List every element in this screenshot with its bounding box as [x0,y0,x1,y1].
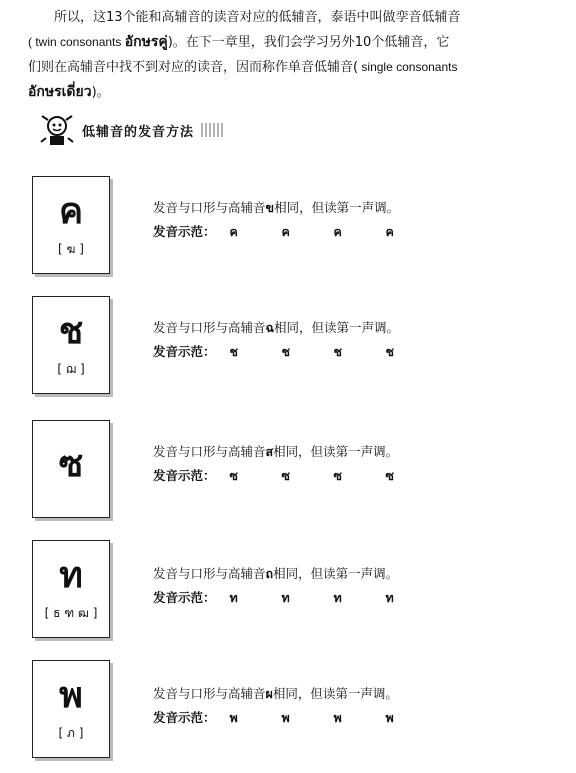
demo-glyph: ซ [333,468,342,483]
demo-glyph: พ [333,710,342,725]
demo-glyph: ค [333,224,342,239]
demo-line [153,466,438,486]
demo-line [153,708,438,728]
description-text: 相同，但读第一声调。 [274,320,400,335]
section-header [36,112,266,148]
description-line [153,564,398,584]
demo-glyph: ค [229,224,238,239]
demo-glyph: พ [385,710,394,725]
high-consonant-ref: ถ [265,566,274,581]
demo-glyph: ช [229,344,238,359]
description-line [153,198,399,218]
demo-label: 发音示范： [153,710,216,725]
demo-glyph: พ [229,710,238,725]
intro-thai-single: อักษรเดี่ยว [28,84,92,100]
intro-line-3 [28,55,556,80]
intro-line-1 [28,6,556,30]
description-text: 发音与口形与高辅音 [153,200,266,215]
high-consonant-ref: ฉ [265,320,275,335]
intro-text: )。 [91,85,110,100]
intro-latin: single consonants [358,60,458,74]
demo-line [153,342,438,362]
decorative-hatch-icon [200,123,224,137]
consonant-card [32,540,110,638]
demo-glyph: ค [281,224,290,239]
consonant-card [32,660,110,758]
demo-glyph: ท [333,590,342,605]
section-title: 低辅音的发音方法 [82,124,195,140]
consonant-card [32,420,110,518]
demo-line [153,588,438,608]
demo-glyph: ท [281,590,290,605]
consonant-entry [0,540,576,644]
demo-glyph: ซ [281,468,290,483]
description-line [153,318,399,338]
intro-text: 所以，这13个能和高辅音的读音对应的低辅音，泰语中叫做孪音低辅音 [54,10,461,25]
intro-line-4 [28,80,556,105]
description-text: 相同，但读第一声调。 [274,200,400,215]
description-text: 发音与口形与高辅音 [153,320,266,335]
consonant-entry [0,176,576,280]
intro-text: 们则在高辅音中找不到对应的读音，因而称作单音低辅音( [28,60,359,75]
demo-glyph: ช [333,344,342,359]
description-text: 发音与口形与高辅音 [153,686,266,701]
consonant-glyph: ท [59,554,83,596]
consonant-variants: [ ฌ ] [57,361,85,376]
demo-label: 发音示范： [153,344,216,359]
high-consonant-ref: ส [265,444,274,459]
demo-label: 发音示范： [153,590,216,605]
mascot-icon [36,112,78,148]
high-consonant-ref: ผ [265,686,273,701]
intro-text: )。在下一章里，我们会学习另外10个低辅音，它 [167,35,450,50]
demo-glyph: ท [229,590,238,605]
description-line [153,684,398,704]
consonant-variants: [ ฆ ] [58,241,84,256]
demo-glyph: พ [281,710,290,725]
description-text: 相同，但读第一声调。 [273,566,399,581]
intro-thai-twin: อักษรคู่ [124,34,168,50]
demo-glyph: ช [385,344,394,359]
consonant-entry [0,420,576,524]
high-consonant-ref: ข [265,200,275,215]
consonant-entry [0,296,576,400]
demo-glyph: ช [281,344,290,359]
demo-line [153,222,438,242]
consonant-variants: [ ธ ฑ ฒ ] [44,605,98,620]
demo-glyph: ท [385,590,394,605]
demo-glyph: ซ [229,468,238,483]
consonant-entry [0,660,576,764]
demo-label: 发音示范： [153,468,216,483]
description-text: 发音与口形与高辅音 [153,566,266,581]
consonant-card [32,176,110,274]
demo-glyph: ซ [385,468,394,483]
consonant-card [32,296,110,394]
description-text: 相同，但读第一声调。 [272,686,398,701]
consonant-glyph: ค [58,190,84,232]
description-text: 发音与口形与高辅音 [153,444,266,459]
demo-glyph: ค [385,224,394,239]
intro-line-2 [28,30,556,55]
consonant-variants: [ ภ ] [58,725,84,740]
demo-label: 发音示范： [153,224,216,239]
description-line [153,442,398,462]
consonant-glyph: ช [58,310,84,352]
consonant-glyph: พ [59,674,83,716]
description-text: 相同，但读第一声调。 [273,444,399,459]
consonant-glyph: ซ [58,444,84,485]
intro-latin: ( twin consonants [28,35,125,49]
intro-paragraph [28,6,556,105]
